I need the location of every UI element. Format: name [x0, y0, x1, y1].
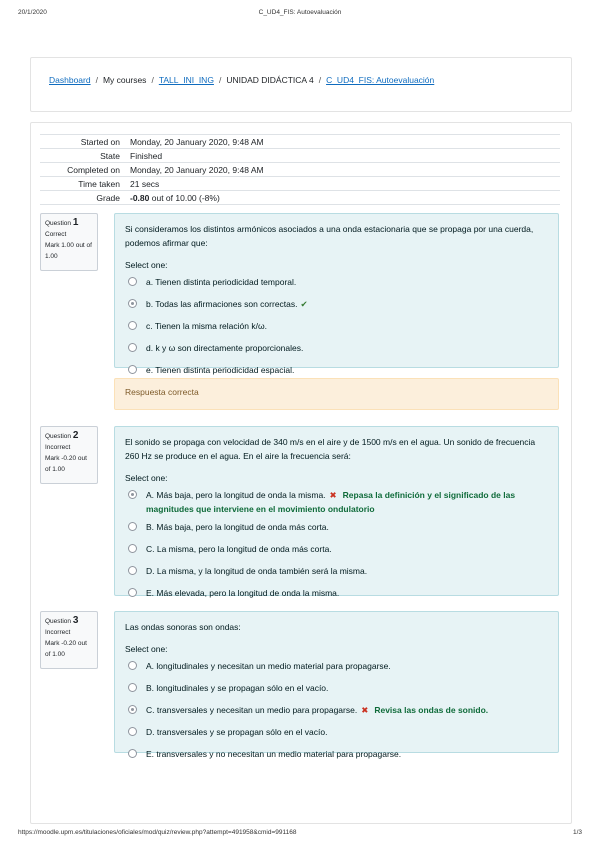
question-number-value: 3 [72, 615, 79, 626]
question-mark: Mark 1.00 out of 1.00 [45, 242, 92, 260]
breadcrumb-separator: / [318, 75, 322, 85]
summary-label: Grade [40, 191, 126, 205]
question-state: Incorrect [45, 629, 71, 636]
question-text: Las ondas sonoras son ondas: [125, 622, 241, 632]
check-icon: ✔ [300, 299, 308, 309]
answer-feedback: Repasa la definición y el significado de las magnitudes que interviene en el movimiento ondulatorio [146, 490, 516, 514]
answer-label: E. Más elevada, pero la longitud de onda la misma. [146, 588, 340, 598]
grade-value: -0.80 [130, 192, 150, 203]
answer-label: D. transversales y se propagan sólo en el vacío. [146, 727, 328, 737]
question-2-info [40, 426, 98, 484]
summary-value: Finished [126, 149, 560, 163]
answer-option[interactable] [125, 681, 548, 699]
question-state: Incorrect [45, 444, 71, 451]
answer-label: C. transversales y necesitan un medio para propagarse. [146, 705, 358, 715]
select-one-prompt: Select one: [125, 473, 168, 483]
answer-option[interactable] [125, 564, 548, 582]
breadcrumb-dashboard[interactable]: Dashboard [49, 75, 91, 85]
question-state: Correct [45, 231, 67, 238]
select-one-prompt: Select one: [125, 260, 168, 270]
breadcrumb [49, 75, 434, 85]
answer-label: B. Más baja, pero la longitud de onda más corta. [146, 522, 329, 532]
summary-row-completed [40, 163, 560, 177]
cross-icon: ✖ [361, 705, 369, 715]
answer-label: c. Tienen la misma relación k/ω. [146, 321, 267, 331]
breadcrumb-container [30, 57, 572, 112]
answer-label: e. Tienen distinta periodicidad espacial. [146, 365, 295, 375]
radio-button[interactable] [128, 749, 137, 758]
radio-button[interactable] [128, 321, 137, 330]
radio-button[interactable] [128, 365, 137, 374]
answer-option[interactable] [125, 297, 548, 315]
summary-label: State [40, 149, 126, 163]
radio-button[interactable] [128, 566, 137, 575]
radio-button[interactable] [128, 277, 137, 286]
radio-button[interactable] [128, 683, 137, 692]
breadcrumb-separator: / [218, 75, 222, 85]
question-3-info [40, 611, 98, 669]
question-text: Si consideramos los distintos armónicos asociados a una onda estacionaria que se propaga por una cuerda, podemos afirmar que: [125, 224, 534, 248]
radio-button-selected[interactable] [128, 299, 137, 308]
print-page-count: 1/3 [572, 829, 582, 836]
print-title: C_UD4_FIS: Autoevaluación [258, 9, 342, 16]
radio-button[interactable] [128, 588, 137, 597]
answer-label: C. La misma, pero la longitud de onda más corta. [146, 544, 332, 554]
radio-button-selected[interactable] [128, 705, 137, 714]
attempt-summary-table [40, 134, 560, 205]
radio-button[interactable] [128, 727, 137, 736]
answer-option[interactable] [125, 275, 548, 293]
radio-button-selected[interactable] [128, 490, 137, 499]
question-mark: Mark -0.20 out of 1.00 [45, 455, 87, 473]
summary-label: Time taken [40, 177, 126, 191]
summary-label: Completed on [40, 163, 126, 177]
question-text: El sonido se propaga con velocidad de 340 m/s en el aire y de 1500 m/s en el agua. Un sonido de frecuencia 260 Hz se produce en el agua. En el aire la frecuencia será: [125, 437, 536, 461]
question-1-feedback: Respuesta correcta [114, 378, 559, 410]
breadcrumb-separator: / [95, 75, 98, 85]
answer-option[interactable] [125, 703, 548, 721]
select-one-prompt: Select one: [125, 644, 168, 654]
answer-label: A. longitudinales y necesitan un medio material para propagarse. [146, 661, 391, 671]
question-2-content [114, 426, 559, 596]
answer-feedback: Revisa las ondas de sonido. [374, 705, 489, 715]
radio-button[interactable] [128, 544, 137, 553]
answer-option[interactable] [125, 542, 548, 560]
question-word: Question [45, 433, 72, 440]
cross-icon: ✖ [329, 490, 337, 500]
radio-button[interactable] [128, 343, 137, 352]
radio-button[interactable] [128, 522, 137, 531]
question-3-content [114, 611, 559, 759]
print-date: 20/1/2020 [18, 9, 47, 16]
summary-value: Monday, 20 January 2020, 9:48 AM [126, 135, 560, 149]
question-number [45, 430, 93, 442]
breadcrumb-section[interactable]: UNIDAD DIDÁCTICA 4 [226, 75, 314, 85]
print-url: https://moodle.upm.es/titulaciones/oficiales/mod/quiz/review.php?attempt=491958&cmid=991168 [18, 829, 297, 836]
breadcrumb-course[interactable]: TALL_INI_ING [158, 75, 214, 85]
answer-option[interactable] [125, 725, 548, 743]
question-number [45, 217, 93, 229]
answer-option[interactable] [125, 488, 548, 516]
answer-option[interactable] [125, 341, 548, 359]
answer-label: a. Tienen distinta periodicidad temporal. [146, 277, 297, 287]
summary-row-time [40, 177, 560, 191]
answer-label: E. transversales y no necesitan un medio material para propagarse. [146, 749, 402, 759]
answer-label: d. k y ω son directamente proporcionales. [146, 343, 304, 353]
question-mark: Mark -0.20 out of 1.00 [45, 640, 87, 658]
answer-option[interactable] [125, 520, 548, 538]
breadcrumb-my-courses[interactable]: My courses [102, 75, 147, 85]
summary-value [126, 191, 560, 205]
summary-value: Monday, 20 January 2020, 9:48 AM [126, 163, 560, 177]
breadcrumb-separator: / [151, 75, 154, 85]
summary-row-started [40, 135, 560, 149]
summary-value: 21 secs [126, 177, 560, 191]
answer-label: b. Todas las afirmaciones son correctas. [146, 299, 298, 309]
answer-label: A. Más baja, pero la longitud de onda la misma. [146, 490, 326, 500]
question-number-value: 2 [72, 430, 79, 441]
question-word: Question [45, 618, 72, 625]
answer-label: B. longitudinales y se propagan sólo en el vacío. [146, 683, 329, 693]
answer-option[interactable] [125, 659, 548, 677]
radio-button[interactable] [128, 661, 137, 670]
breadcrumb-quiz[interactable]: C_UD4_FIS: Autoevaluación [326, 75, 435, 85]
answer-label: D. La misma, y la longitud de onda también será la misma. [146, 566, 368, 576]
summary-label: Started on [40, 135, 126, 149]
question-1-info [40, 213, 98, 271]
answer-option[interactable] [125, 319, 548, 337]
question-word: Question [45, 220, 72, 227]
summary-row-state [40, 149, 560, 163]
summary-row-grade [40, 191, 560, 205]
grade-detail: out of 10.00 (-8%) [151, 192, 220, 203]
question-1-content [114, 213, 559, 375]
question-number-value: 1 [72, 217, 79, 228]
answer-option[interactable] [125, 747, 548, 765]
question-number [45, 615, 93, 627]
answer-option[interactable] [125, 586, 548, 604]
